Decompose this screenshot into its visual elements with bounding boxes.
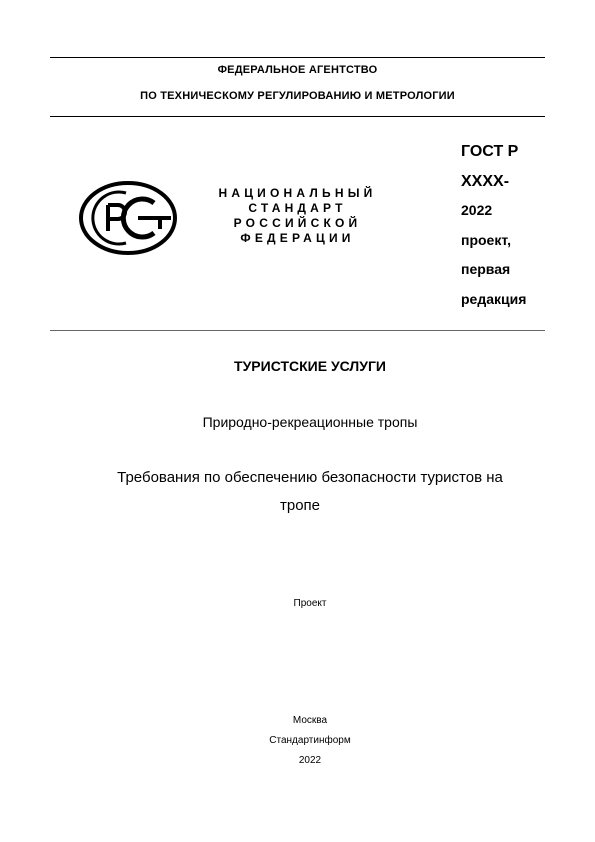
agency-name-line-2: ПО ТЕХНИЧЕСКОМУ РЕГУЛИРОВАНИЮ И МЕТРОЛОГИИ (140, 90, 455, 102)
draft-status-label: Проект (293, 598, 327, 609)
agency-name-line-1: ФЕДЕРАЛЬНОЕ АГЕНТСТВО (217, 64, 378, 76)
top-divider (50, 57, 545, 58)
document-requirements-title-line-2: тропе (279, 497, 321, 514)
national-standard-line: СТАНДАРТ (248, 201, 347, 215)
header-divider (50, 116, 545, 117)
designation-line: проект, (461, 231, 512, 248)
gost-r-conformity-mark-icon (78, 181, 178, 255)
document-requirements-title-line-1: Требования по обеспечению безопасности туристов на (117, 469, 503, 486)
designation-line: первая (461, 261, 511, 277)
national-standard-line: НАЦИОНАЛЬНЫЙ (218, 186, 377, 200)
designation-line: 2022 (461, 202, 493, 218)
national-standard-line: РОССИЙСКОЙ (233, 216, 362, 230)
imprint-city: Москва (292, 715, 328, 726)
national-standard-line: ФЕДЕРАЦИИ (240, 231, 355, 245)
national-standard-block (205, 186, 390, 246)
document-subtitle: Природно-рекреационные тропы (202, 414, 418, 430)
designation-line: редакция (461, 290, 527, 307)
title-divider (50, 330, 545, 331)
designation-line: ГОСТ Р (461, 143, 519, 160)
imprint-publisher: Стандартинформ (269, 735, 351, 746)
designation-line: XXXX- (461, 172, 510, 190)
document-title: ТУРИСТСКИЕ УСЛУГИ (234, 358, 386, 374)
imprint-year: 2022 (298, 755, 322, 766)
standard-designation (461, 137, 581, 314)
